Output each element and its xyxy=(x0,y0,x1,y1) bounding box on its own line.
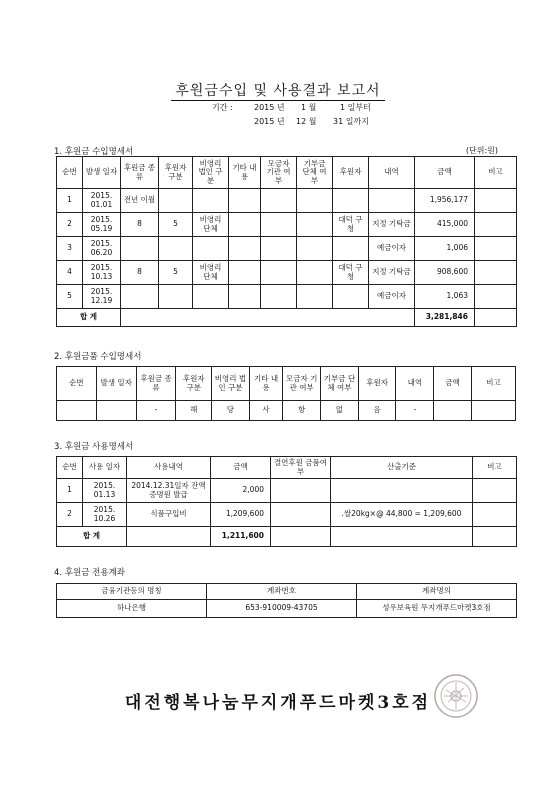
section1-heading: 1. 후원금 수입명세서 xyxy=(54,147,134,157)
cell xyxy=(121,285,159,309)
section4-heading: 4. 후원금 전용계좌 xyxy=(54,568,125,578)
cell xyxy=(471,401,515,421)
cell: 대덕 구청 xyxy=(333,261,369,285)
cell: 2015. 01.01 xyxy=(83,189,121,213)
cell xyxy=(297,189,333,213)
cell: 5 xyxy=(159,261,193,285)
col-header: 후원금 종류 xyxy=(121,157,159,189)
cell: 2015. 06.20 xyxy=(83,237,121,261)
cell: .쌀20kg×@ 44,800 = 1,209,600 xyxy=(331,503,473,527)
cell: 없 xyxy=(321,401,359,421)
cell: 2015. 05.19 xyxy=(83,213,121,237)
table-row xyxy=(57,600,517,618)
cell: - xyxy=(136,401,176,421)
cell: 8 xyxy=(121,213,159,237)
cell xyxy=(229,285,261,309)
cell xyxy=(297,261,333,285)
col-header: 기부금 단체 여부 xyxy=(297,157,333,189)
col-header: 후원자 xyxy=(333,157,369,189)
cell xyxy=(331,479,473,503)
cell: 1 xyxy=(57,189,83,213)
col-header: 기부금 단체 여부 xyxy=(321,367,359,401)
table-row xyxy=(57,503,517,527)
cell: 비영리 단체 xyxy=(193,261,229,285)
cell: 3 xyxy=(57,237,83,261)
section3-heading: 3. 후원금 사용명세서 xyxy=(54,442,134,452)
col-header: 산출기준 xyxy=(331,457,473,479)
col-header: 내역 xyxy=(396,367,434,401)
cell xyxy=(297,213,333,237)
amount-cell: 1,209,600 xyxy=(211,503,271,527)
account-table xyxy=(56,583,517,618)
total-label: 합 계 xyxy=(57,309,121,327)
table-row xyxy=(57,237,517,261)
cell: 8 xyxy=(121,261,159,285)
cell: 5 xyxy=(159,213,193,237)
cell xyxy=(297,237,333,261)
cell: 2 xyxy=(57,503,83,527)
cell: 1 xyxy=(57,479,83,503)
account-header-row xyxy=(57,584,517,600)
cell xyxy=(261,285,297,309)
table-row xyxy=(57,479,517,503)
cell: 식품구입비 xyxy=(127,503,211,527)
cell xyxy=(333,237,369,261)
cell xyxy=(261,237,297,261)
period-label: 기간 : xyxy=(212,103,233,112)
cell xyxy=(475,237,517,261)
cell xyxy=(159,285,193,309)
cell: 비영리 단체 xyxy=(193,213,229,237)
cell xyxy=(261,213,297,237)
col-header: 계좌명의 xyxy=(357,584,517,600)
bank-name: 하나은행 xyxy=(57,600,207,618)
cell: 지정 기탁금 xyxy=(369,261,415,285)
cell xyxy=(331,527,473,547)
col-header: 비고 xyxy=(471,367,515,401)
amount-cell: 1,006 xyxy=(415,237,475,261)
cell xyxy=(193,189,229,213)
cell xyxy=(475,213,517,237)
cell xyxy=(193,237,229,261)
cell xyxy=(475,261,517,285)
col-header: 후원자 xyxy=(358,367,396,401)
cell xyxy=(475,309,517,327)
col-header: 순번 xyxy=(57,157,83,189)
cell xyxy=(229,261,261,285)
amount-cell: 1,956,177 xyxy=(415,189,475,213)
unit-label: (단위:원) xyxy=(465,146,498,155)
cell xyxy=(475,285,517,309)
cell: - xyxy=(396,401,434,421)
cell xyxy=(159,189,193,213)
period-end-day: 31 일까지 xyxy=(333,117,369,126)
col-header: 금액 xyxy=(415,157,475,189)
cell: 예금이자 xyxy=(369,285,415,309)
col-header: 계좌번호 xyxy=(207,584,357,600)
col-header: 금액 xyxy=(434,367,472,401)
account-holder: 성우보육원 무지개푸드마켓3호점 xyxy=(357,600,517,618)
col-header: 모금자 기관 여부 xyxy=(261,157,297,189)
cell: 해 xyxy=(176,401,212,421)
col-header: 후원자 구분 xyxy=(176,367,212,401)
cell xyxy=(229,237,261,261)
total-label: 합 계 xyxy=(57,527,127,547)
donated-goods-table xyxy=(56,366,516,421)
cell xyxy=(333,189,369,213)
cell: 당 xyxy=(212,401,250,421)
col-header: 금액 xyxy=(211,457,271,479)
cell: 4 xyxy=(57,261,83,285)
amount-cell: 415,000 xyxy=(415,213,475,237)
cell xyxy=(271,503,331,527)
income-table xyxy=(56,156,517,327)
expenditure-table xyxy=(56,456,517,547)
amount-cell: 1,063 xyxy=(415,285,475,309)
cell xyxy=(473,503,517,527)
cell: 사 xyxy=(249,401,283,421)
col-header: 비영리 법인 구분 xyxy=(212,367,250,401)
cell xyxy=(127,527,211,547)
cell xyxy=(57,401,97,421)
cell xyxy=(473,479,517,503)
amount-cell: 908,600 xyxy=(415,261,475,285)
cell: 음 xyxy=(358,401,396,421)
cell xyxy=(193,285,229,309)
total-amount: 1,211,600 xyxy=(211,527,271,547)
col-header: 비고 xyxy=(473,457,517,479)
cell xyxy=(121,309,415,327)
period-start-month: 1 월 xyxy=(301,103,317,112)
cell xyxy=(96,401,136,421)
official-seal-icon xyxy=(432,672,480,720)
cell xyxy=(229,213,261,237)
period-end-year: 2015 년 xyxy=(254,117,285,126)
period-start-year: 2015 년 xyxy=(254,103,285,112)
table-row xyxy=(57,189,517,213)
col-header: 순번 xyxy=(57,457,83,479)
cell: 2 xyxy=(57,213,83,237)
organization-name: 대전행복나눔무지개푸드마켓3호점 xyxy=(124,693,432,713)
col-header: 순번 xyxy=(57,367,97,401)
income-header-row xyxy=(57,157,517,189)
col-header: 비고 xyxy=(475,157,517,189)
cell xyxy=(271,479,331,503)
col-header: 후원금 종류 xyxy=(136,367,176,401)
goods-header-row xyxy=(57,367,516,401)
cell xyxy=(369,189,415,213)
expenditure-header-row xyxy=(57,457,517,479)
period-end-month: 12 월 xyxy=(296,117,317,126)
cell xyxy=(271,527,331,547)
cell: 2015. 01.13 xyxy=(83,479,127,503)
cell xyxy=(333,285,369,309)
cell xyxy=(434,401,472,421)
total-amount: 3,281,846 xyxy=(415,309,475,327)
table-row xyxy=(57,261,517,285)
table-row xyxy=(57,213,517,237)
col-header: 기타 내용 xyxy=(229,157,261,189)
account-number: 653-910009-43705 xyxy=(207,600,357,618)
cell xyxy=(473,527,517,547)
amount-cell: 2,000 xyxy=(211,479,271,503)
col-header: 결연후원 금품여부 xyxy=(271,457,331,479)
cell xyxy=(475,189,517,213)
col-header: 발생 일자 xyxy=(96,367,136,401)
period-start-day: 1 일부터 xyxy=(340,103,371,112)
cell: 대덕 구청 xyxy=(333,213,369,237)
cell: 5 xyxy=(57,285,83,309)
table-row xyxy=(57,401,516,421)
cell xyxy=(159,237,193,261)
report-title: 후원금수입 및 사용결과 보고서 xyxy=(0,80,556,100)
cell: 2015. 10.13 xyxy=(83,261,121,285)
cell xyxy=(261,261,297,285)
col-header: 사용내역 xyxy=(127,457,211,479)
cell xyxy=(297,285,333,309)
col-header: 내역 xyxy=(369,157,415,189)
col-header: 사용 일자 xyxy=(83,457,127,479)
cell: 2015. 12.19 xyxy=(83,285,121,309)
cell xyxy=(121,237,159,261)
cell: 항 xyxy=(283,401,321,421)
cell: 지정 기탁금 xyxy=(369,213,415,237)
col-header: 금융기관등의 명칭 xyxy=(57,584,207,600)
col-header: 기타 내용 xyxy=(249,367,283,401)
cell xyxy=(229,189,261,213)
col-header: 발생 일자 xyxy=(83,157,121,189)
table-row xyxy=(57,285,517,309)
cell xyxy=(261,189,297,213)
total-row xyxy=(57,309,517,327)
col-header: 비영리 법인 구분 xyxy=(193,157,229,189)
section2-heading: 2. 후원금품 수입명세서 xyxy=(54,352,142,362)
col-header: 모금자 기관 여부 xyxy=(283,367,321,401)
cell: 전년 이월 xyxy=(121,189,159,213)
total-row xyxy=(57,527,517,547)
cell: 예금이자 xyxy=(369,237,415,261)
col-header: 후원자 구분 xyxy=(159,157,193,189)
cell: 2015. 10.26 xyxy=(83,503,127,527)
cell: 2014.12.31일자 잔액증명원 발급 xyxy=(127,479,211,503)
